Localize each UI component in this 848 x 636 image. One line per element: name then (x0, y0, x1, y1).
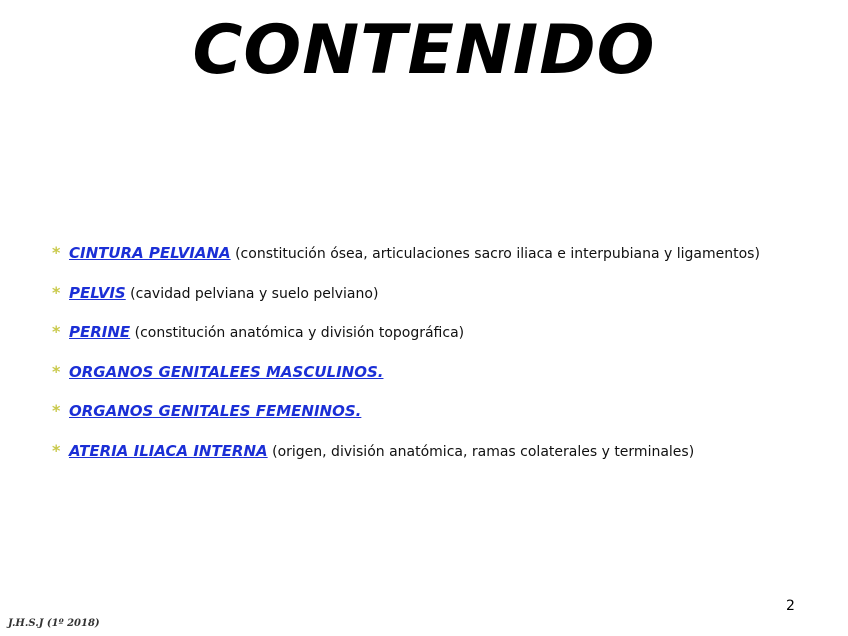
list-item (52, 398, 842, 438)
bullet-icon: * (52, 401, 61, 421)
toc-link-organos-masculinos[interactable]: ORGANOS GENITALEES MASCULINOS. (69, 362, 384, 381)
toc-description: (cavidad pelviana y suelo pelviano) (125, 285, 379, 302)
list-item (52, 438, 842, 478)
bullet-icon: * (52, 440, 61, 460)
bullet-icon: * (52, 282, 61, 302)
toc-link-cintura-pelviana[interactable]: CINTURA PELVIANA (69, 244, 231, 262)
list-item (52, 319, 842, 359)
toc-link-pelvis[interactable]: PELVIS (69, 283, 126, 302)
bullet-icon: * (52, 361, 61, 381)
list-item (52, 280, 842, 320)
list-item (52, 240, 842, 280)
toc-link-perine[interactable]: PERINE (69, 323, 131, 342)
page-title: CONTENIDO (192, 11, 656, 90)
bullet-icon: * (52, 243, 61, 262)
footer-credit: J.H.S.J (1º 2018) (8, 618, 100, 629)
toc-description: (constitución anatómica y división topográfica) (130, 325, 465, 342)
toc-link-arteria-iliaca-interna[interactable]: ATERIA ILIACA INTERNA (69, 441, 268, 460)
page-number: 2 (786, 598, 795, 614)
list-item (52, 359, 842, 399)
bullet-icon: * (52, 322, 61, 342)
toc-description: (origen, división anatómica, ramas colaterales y terminales) (267, 443, 695, 460)
table-of-contents (52, 240, 842, 478)
toc-link-organos-femeninos[interactable]: ORGANOS GENITALES FEMENINOS. (69, 402, 362, 421)
toc-description: (constitución ósea, articulaciones sacro iliaca e interpubiana y ligamentos) (230, 246, 760, 262)
